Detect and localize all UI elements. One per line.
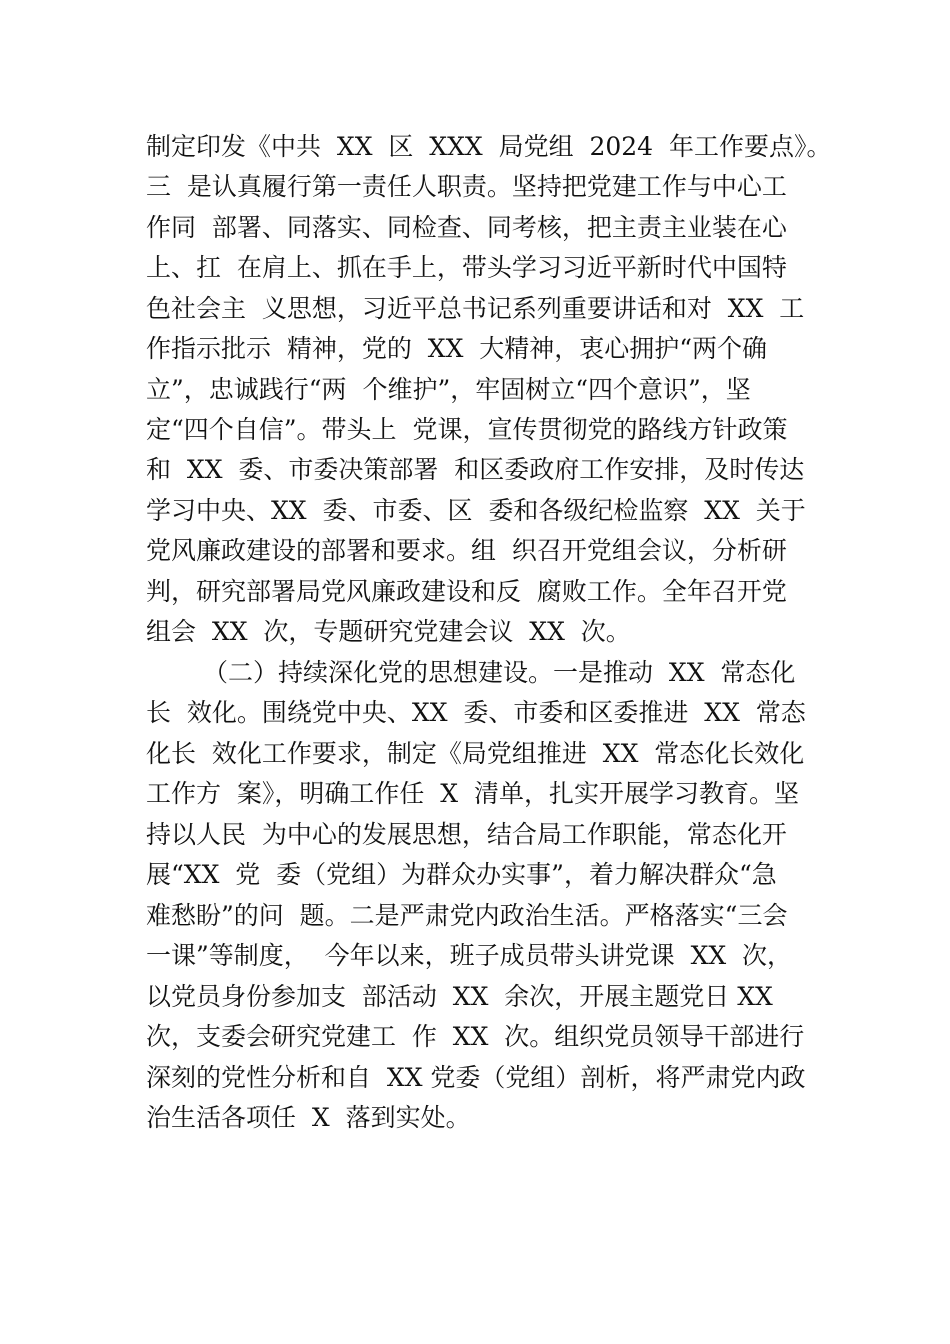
text-line-15: 长 效化。围绕党中央、XX 委、市委和区委推进 XX 常态 <box>146 698 806 727</box>
text-line-20: 难愁盼”的问 题。二是严肃党内政治生活。严格落实“三会 <box>146 901 788 930</box>
text-line-14: （二）持续深化党的思想建设。一是推动 XX 常态化 <box>203 658 796 687</box>
text-line-3: 作同 部署、同落实、同检查、同考核，把主责主业装在心 <box>146 213 787 242</box>
text-line-2: 三 是认真履行第一责任人职责。坚持把党建工作与中心工 <box>146 172 787 201</box>
text-line-7: 立”，忠诚践行“两 个维护”，牢固树立“四个意识”，坚 <box>146 375 751 404</box>
text-line-23: 次，支委会研究党建工 作 XX 次。组织党员领导干部进行 <box>146 1022 805 1051</box>
text-line-6: 作指示批示 精神，党的 XX 大精神，衷心拥护“两个确 <box>146 334 768 363</box>
text-line-9: 和 XX 委、市委决策部署 和区委政府工作安排，及时传达 <box>146 455 805 484</box>
text-line-16: 化长 效化工作要求，制定《局党组推进 XX 常态化长效化 <box>146 739 805 768</box>
text-line-25: 治生活各项任 X 落到实处。 <box>146 1103 471 1132</box>
text-line-19: 展“XX 党 委（党组）为群众办实事”，着力解决群众“急 <box>146 860 777 889</box>
text-line-10: 学习中央、XX 委、市委、区 委和各级纪检监察 XX 关于 <box>146 496 806 525</box>
text-line-4: 上、扛 在肩上、抓在手上，带头学习习近平新时代中国特 <box>146 253 787 282</box>
text-line-11: 党风廉政建设的部署和要求。组 织召开党组会议，分析研 <box>146 536 787 565</box>
text-line-22: 以党员身份参加支 部活动 XX 余次，开展主题党日 XX <box>146 982 773 1011</box>
text-line-5: 色社会主 义思想，习近平总书记系列重要讲话和对 XX 工 <box>146 294 805 323</box>
text-line-8: 定“四个自信”。带头上 党课，宣传贯彻党的路线方针政策 <box>146 415 788 444</box>
text-line-24: 深刻的党性分析和自 XX 党委（党组）剖析，将严肃党内政 <box>146 1063 806 1092</box>
text-line-17: 工作方 案》，明确工作任 X 清单，扎实开展学习教育。坚 <box>146 779 799 808</box>
text-line-1: 制定印发《中共 XX 区 XXX 局党组 2024 年工作要点》。 <box>146 132 832 161</box>
text-line-21: 一课”等制度， 今年以来，班子成员带头讲党课 XX 次， <box>146 941 793 970</box>
text-line-13: 组会 XX 次，专题研究党建会议 XX 次。 <box>146 617 631 646</box>
text-line-18: 持以人民 为中心的发展思想，结合局工作职能，常态化开 <box>146 820 787 849</box>
text-line-12: 判，研究部署局党风廉政建设和反 腐败工作。全年召开党 <box>146 577 787 606</box>
